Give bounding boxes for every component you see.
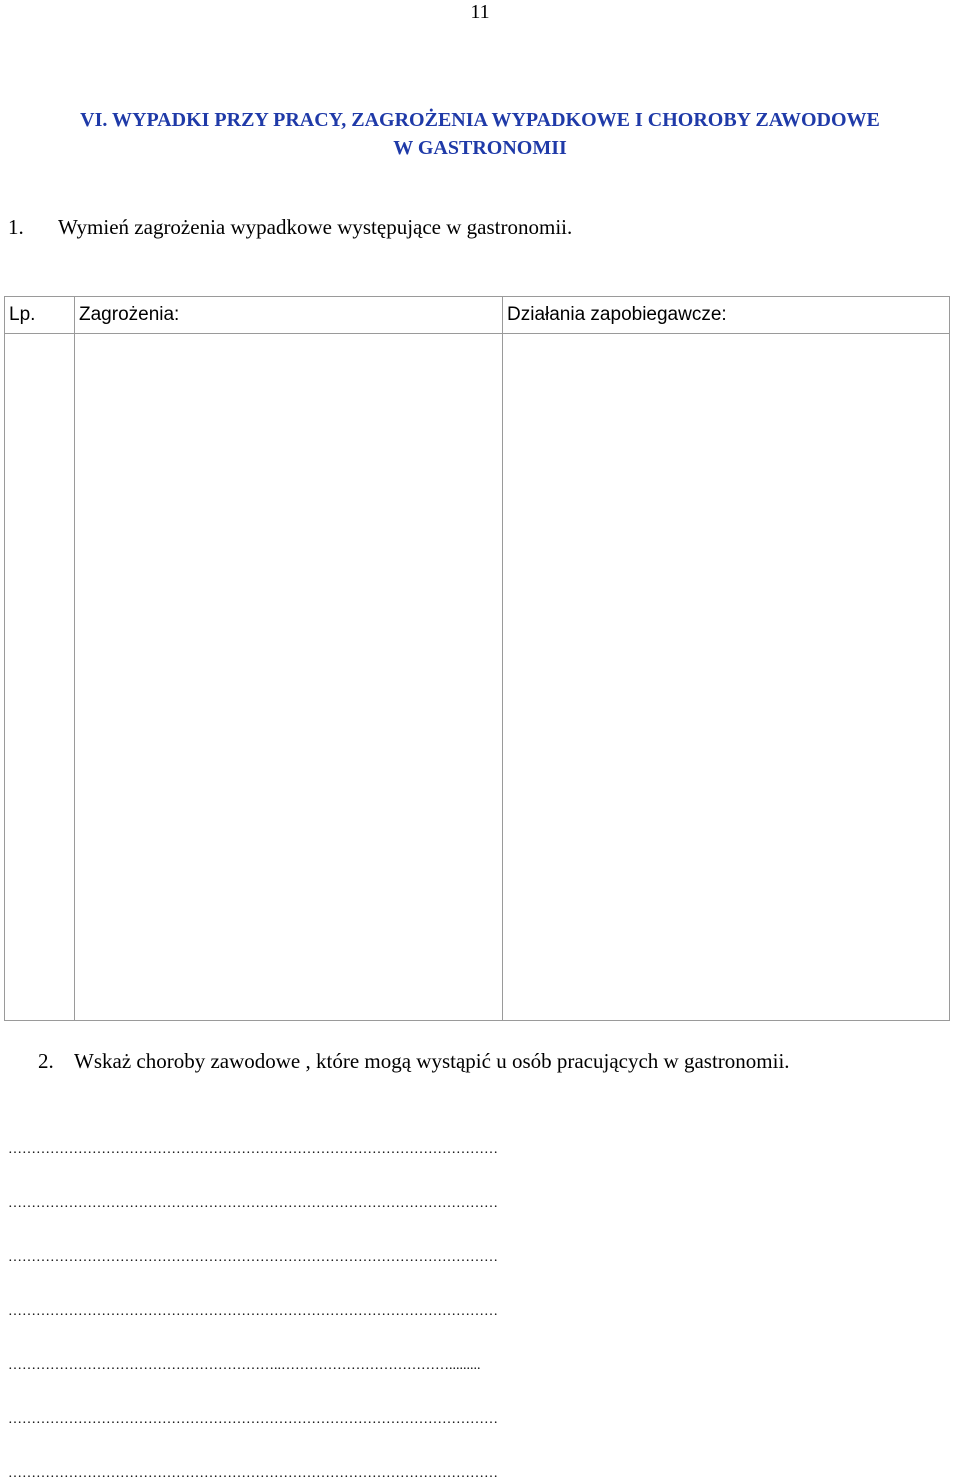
question-2 — [38, 1048, 790, 1074]
answer-line[interactable]: …………………………………………………..………………………………......... — [8, 1358, 481, 1373]
section-title-line-2: W GASTRONOMII — [393, 137, 567, 159]
answer-line[interactable]: …………………………………………………………………………………………… — [8, 1250, 498, 1265]
section-title-line-1: VI. WYPADKI PRZY PRACY, ZAGROŻENIA WYPADKOWE I CHOROBY ZAWODOWE — [80, 109, 880, 131]
page-number: 11 — [470, 1, 490, 23]
question-2-number: 2. — [38, 1049, 54, 1073]
header-hazards: Zagrożenia: — [75, 297, 503, 334]
hazards-table — [4, 296, 950, 1021]
answer-line[interactable]: …………………………………………………………………………………………… — [8, 1412, 498, 1427]
header-lp: Lp. — [5, 297, 75, 334]
question-1-number: 1. — [8, 215, 24, 239]
answer-line[interactable]: …………………………………………………………………………………………… — [8, 1142, 498, 1157]
answer-cell-lp[interactable] — [5, 334, 75, 1021]
answer-cell-hazards[interactable] — [75, 334, 503, 1021]
section-title — [0, 106, 960, 162]
answer-line[interactable]: …………………………………………………………………………………………… — [8, 1304, 498, 1319]
question-1 — [8, 214, 572, 240]
answer-cell-preventive-actions[interactable] — [503, 334, 950, 1021]
question-2-text: Wskaż choroby zawodowe , które mogą wystąpić u osób pracujących w gastronomii. — [74, 1049, 790, 1073]
answer-line[interactable]: …………………………………………………………………………………………… — [8, 1466, 498, 1481]
header-preventive-actions: Działania zapobiegawcze: — [503, 297, 950, 334]
answer-line[interactable]: …………………………………………………………………………………………… — [8, 1196, 498, 1211]
question-1-text: Wymień zagrożenia wypadkowe występujące w gastronomii. — [58, 215, 573, 239]
table-header-row — [5, 297, 950, 334]
table-answer-row — [5, 334, 950, 1021]
